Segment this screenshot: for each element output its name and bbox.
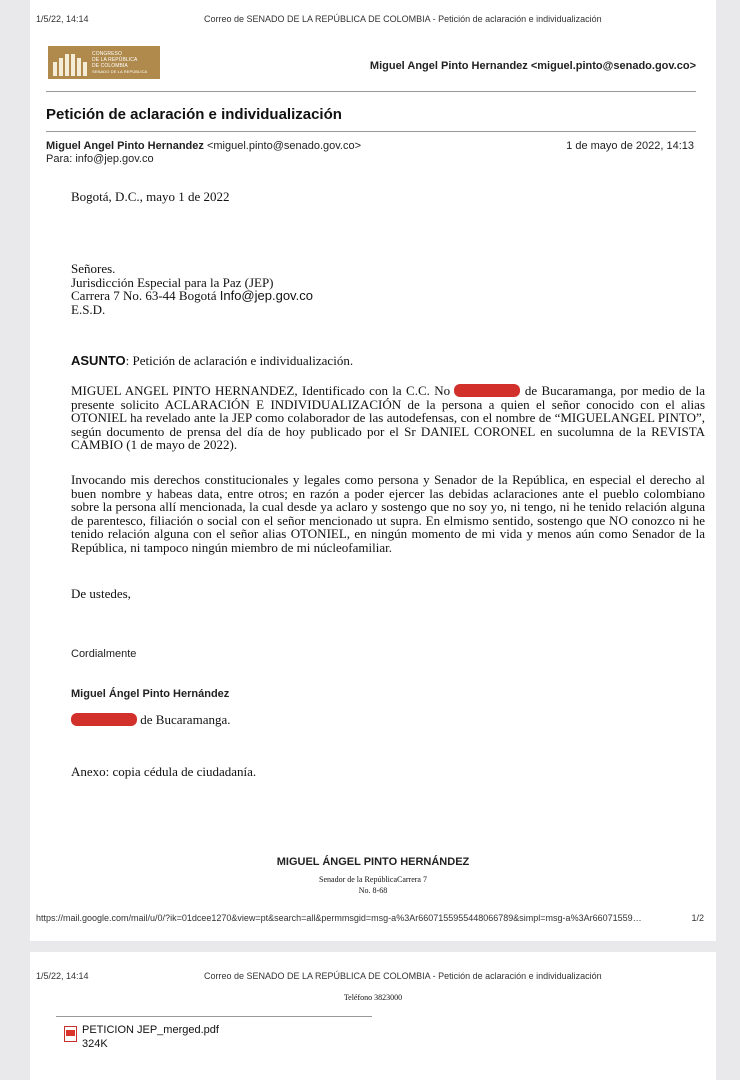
- email-from: [46, 140, 361, 152]
- footer-url[interactable]: https://mail.google.com/mail/u/0/?ik=01dcee1270&view=pt&search=all&permmsgid=msg-a%3Ar6607155955448066789&simpl=msg-a%3Ar66071559…: [36, 913, 642, 923]
- email-date: 1 de mayo de 2022, 14:13: [566, 140, 694, 152]
- email-subject: Petición de aclaración e individualización: [46, 106, 342, 123]
- asunto-text: : Petición de aclaración e individualización.: [125, 353, 354, 368]
- sender-address: <miguel.pinto@senado.gov.co>: [206, 140, 362, 152]
- signature-line: Senador de la RepúblicaCarrera 7: [319, 875, 427, 884]
- letter-annex: Anexo: copia cédula de ciudadanía.: [71, 764, 257, 779]
- addressee-line: E.S.D.: [71, 301, 106, 317]
- letter-paragraph-1: [71, 384, 705, 452]
- letter-addressee: [71, 262, 705, 316]
- logo-line: DE LA REPÚBLICA: [92, 56, 138, 63]
- letter-id-line: [71, 713, 705, 727]
- letter-place-date: Bogotá, D.C., mayo 1 de 2022: [71, 189, 230, 204]
- senado-logo: [48, 46, 160, 79]
- redaction-mark: [71, 713, 137, 726]
- addressee-line: [71, 289, 705, 303]
- signature-phone: Teléfono 3823000: [343, 993, 403, 1002]
- to-label: Para:: [46, 153, 73, 165]
- email-to: [46, 153, 154, 165]
- print-datetime: 1/5/22, 14:14: [36, 14, 89, 24]
- logo-line: CONGRESO: [92, 50, 122, 57]
- letter-closing: De ustedes,: [71, 586, 131, 601]
- letter-signer: Miguel Ángel Pinto Hernández: [71, 688, 230, 700]
- attachment-filename[interactable]: PETICION JEP_merged.pdf: [82, 1024, 219, 1036]
- id-suffix: de Bucaramanga.: [140, 712, 231, 727]
- signature-name: MIGUEL ÁNGEL PINTO HERNÁNDEZ: [276, 856, 470, 868]
- print-datetime: 1/5/22, 14:14: [36, 971, 89, 981]
- addressee-email[interactable]: Info@jep.gov.co: [219, 288, 313, 303]
- signature-title: [30, 874, 716, 896]
- letter-asunto: [71, 354, 705, 368]
- addressee-line: Señores.: [71, 261, 116, 276]
- capitol-icon: [52, 49, 88, 76]
- logo-line: SENADO DE LA REPÚBLICA: [92, 68, 148, 74]
- signature-line: No. 8-68: [358, 886, 388, 895]
- account-label: Miguel Angel Pinto Hernandez <miguel.pinto@senado.gov.co>: [369, 60, 696, 72]
- pdf-icon[interactable]: [64, 1026, 77, 1042]
- letter-paragraph-2: Invocando mis derechos constitucionales y legales como persona y Senador de la República, en especial el derecho al buen nombre y habeas data, entre otros; en razón a poder ejercer las debidas aclaraciones ante el pueblo colombiano sobre la persona allí mencionada, la cual desde ya aclaro y sostengo que no soy yo, ni tengo, ni he tenido relación alguna de parentesco, filiación o social con el señor mencionado ut supra. En elmismo sentido, sostengo que NO conozco ni he tenido relación alguna con el señor alias OTONIEL, en ningún momento de mi vida y menos aún como Senador de la República, ni tampoco ningún miembro de mi núcleofamiliar.: [71, 472, 705, 555]
- print-page-1: [30, 0, 716, 941]
- page-number: 1/2: [691, 913, 704, 923]
- print-title: Correo de SENADO DE LA REPÚBLICA DE COLOMBIA - Petición de aclaración e individualización: [204, 14, 602, 24]
- address-text: Carrera 7 No. 63-44 Bogotá: [71, 288, 217, 303]
- attachment-size: 324K: [82, 1038, 108, 1050]
- print-page-2: [30, 952, 716, 1080]
- divider: [46, 131, 696, 132]
- addressee-line: Jurisdicción Especial para la Paz (JEP): [71, 274, 274, 290]
- logo-line: DE COLOMBIA: [92, 62, 128, 69]
- divider: [46, 91, 696, 92]
- letter-cordially: Cordialmente: [71, 648, 137, 660]
- divider: [56, 1016, 372, 1017]
- print-title: Correo de SENADO DE LA REPÚBLICA DE COLOMBIA - Petición de aclaración e individualización: [204, 971, 602, 981]
- asunto-label: ASUNTO: [71, 353, 126, 368]
- to-address[interactable]: info@jep.gov.co: [75, 153, 154, 165]
- redaction-mark: [454, 384, 520, 397]
- sender-name: Miguel Angel Pinto Hernandez: [46, 140, 204, 152]
- paragraph-text: de Bucaramanga, por medio de la presente solicito ACLARACIÓN E INDIVIDUALIZACIÓN de la persona a quien el señor conocido con el alias OTONIEL ha revelado ante la JEP como colaborador de las autodefensas, con el nombre de “MIGUELANGEL PINTO”, según documento de prensa del día de hoy publicado por el Sr DANIEL CORONEL en sucolumna de la REVISTA CAMBIO (1 de mayo de 2022).: [71, 383, 706, 452]
- paragraph-text: MIGUEL ANGEL PINTO HERNANDEZ, Identificado con la C.C. No: [71, 383, 451, 398]
